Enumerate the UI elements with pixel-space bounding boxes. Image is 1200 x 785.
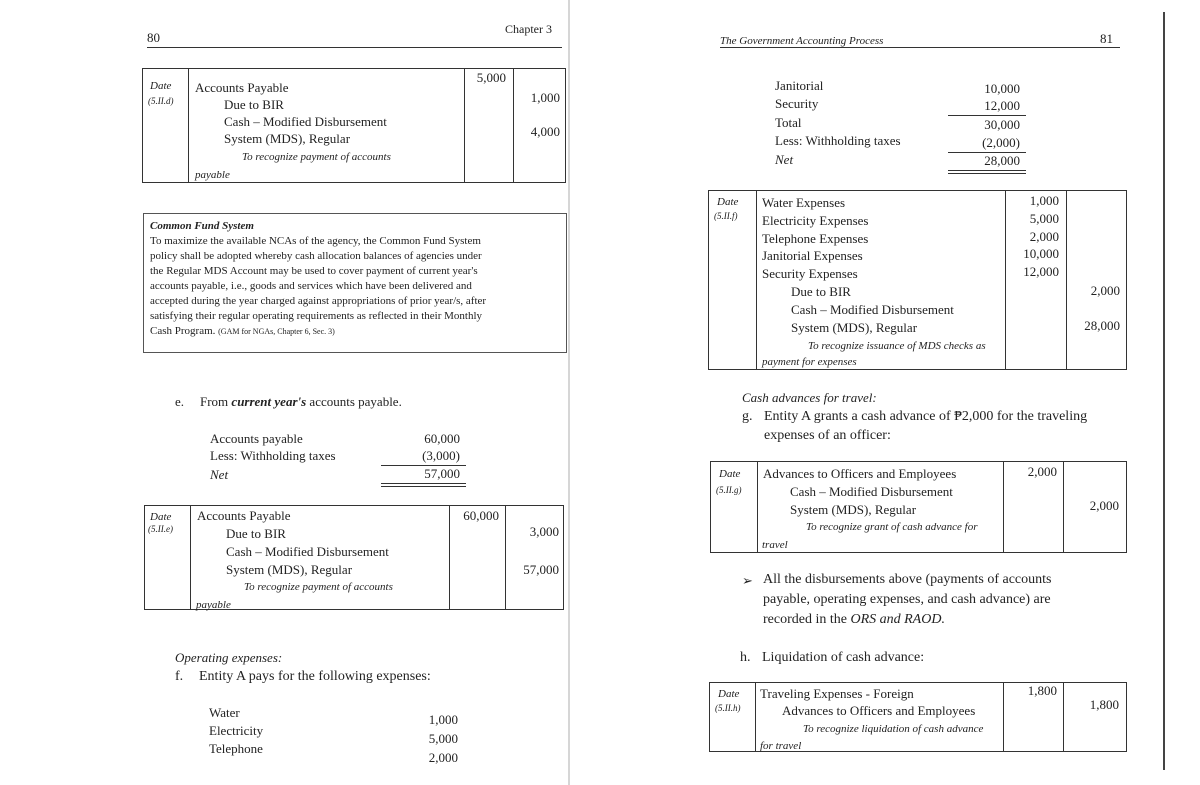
credit-amount: 28,000 bbox=[1084, 318, 1120, 333]
running-head: The Government Accounting Process bbox=[720, 35, 884, 47]
calc-label: Less: Withholding taxes bbox=[210, 448, 336, 463]
item-g-text: Entity A grants a cash advance of ₱2,000 for the traveling bbox=[764, 409, 1088, 424]
item-e-text-emphasis: current year's bbox=[231, 394, 307, 409]
common-fund-line: Cash Program. bbox=[150, 325, 216, 337]
expense-value: 1,000 bbox=[428, 712, 458, 727]
entry-line: Due to BIR bbox=[224, 97, 284, 112]
expense-value: 28,000 bbox=[984, 153, 1020, 168]
expense-value: 5,000 bbox=[428, 731, 458, 746]
item-e-text-after: accounts payable. bbox=[309, 394, 402, 409]
expense-value: 12,000 bbox=[984, 98, 1020, 113]
entry-line: Janitorial Expenses bbox=[762, 248, 863, 263]
item-f-text: Entity A pays for the following expenses: bbox=[199, 669, 431, 684]
date-ref: (5.II.h) bbox=[715, 703, 741, 713]
entry-memo: To recognize payment of accounts bbox=[242, 151, 391, 163]
header-rule bbox=[720, 47, 1120, 48]
item-e-text-before: From bbox=[200, 394, 229, 409]
section-heading: Operating expenses: bbox=[175, 650, 283, 665]
entry-line: Cash – Modified Disbursement bbox=[790, 484, 953, 499]
entry-line: Due to BIR bbox=[791, 284, 851, 299]
item-letter: e. bbox=[175, 394, 185, 409]
expense-value: 10,000 bbox=[984, 81, 1020, 96]
note-line-text: recorded in the bbox=[763, 612, 847, 627]
credit-column-divider bbox=[1063, 682, 1064, 752]
credit-amount: 1,800 bbox=[1089, 697, 1119, 712]
expense-value: 2,000 bbox=[428, 750, 458, 765]
entry-memo: To recognize issuance of MDS checks as bbox=[808, 340, 986, 352]
debit-amount: 5,000 bbox=[476, 70, 506, 85]
common-fund-citation: (GAM for NGAs, Chapter 6, Sec. 3) bbox=[218, 327, 335, 336]
credit-column-divider bbox=[1063, 461, 1064, 553]
calc-value: 57,000 bbox=[424, 466, 460, 481]
expense-label: Electricity bbox=[209, 723, 264, 738]
entry-memo: payable bbox=[196, 599, 231, 611]
expense-label: Security bbox=[775, 96, 819, 111]
section-heading: Cash advances for travel: bbox=[742, 390, 877, 405]
calc-label: Accounts payable bbox=[210, 431, 303, 446]
date-ref: (5.II.e) bbox=[148, 524, 173, 534]
sum-rule bbox=[948, 115, 1026, 116]
expense-label: Total bbox=[775, 115, 802, 130]
common-fund-line: policy shall be adopted whereby cash allocation balances of agencies under bbox=[150, 250, 482, 262]
entry-memo: To recognize liquidation of cash advance bbox=[803, 723, 984, 735]
date-ref: (5.II.d) bbox=[148, 96, 174, 106]
credit-amount: 2,000 bbox=[1089, 498, 1119, 513]
total-rule bbox=[948, 173, 1026, 174]
entry-line: Accounts Payable bbox=[195, 80, 289, 95]
entry-memo: To recognize grant of cash advance for bbox=[806, 521, 978, 533]
entry-line: Cash – Modified Disbursement bbox=[791, 302, 954, 317]
note-line: payable, operating expenses, and cash advance) are bbox=[763, 592, 1051, 607]
debit-column-divider bbox=[1003, 461, 1004, 553]
credit-column-divider bbox=[1066, 190, 1067, 370]
entry-line: Cash – Modified Disbursement bbox=[224, 114, 387, 129]
chapter-label: Chapter 3 bbox=[505, 22, 552, 36]
date-label: Date bbox=[150, 511, 172, 523]
entry-memo: To recognize payment of accounts bbox=[244, 581, 393, 593]
debit-column-divider bbox=[1005, 190, 1006, 370]
expense-label: Less: Withholding taxes bbox=[775, 133, 901, 148]
entry-line: System (MDS), Regular bbox=[791, 320, 918, 335]
entry-line: Electricity Expenses bbox=[762, 213, 869, 228]
date-ref: (5.II.f) bbox=[714, 211, 738, 221]
debit-amount: 1,000 bbox=[1029, 193, 1059, 208]
common-fund-line: accepted during the year charged against appropriations of prior year/s, after bbox=[150, 295, 487, 307]
debit-amount: 1,800 bbox=[1027, 683, 1057, 698]
common-fund-line: To maximize the available NCAs of the agency, the Common Fund System bbox=[150, 235, 481, 247]
credit-amount: 3,000 bbox=[529, 524, 559, 539]
date-column-divider bbox=[755, 682, 756, 752]
debit-amount: 12,000 bbox=[1023, 264, 1059, 279]
common-fund-title: Common Fund System bbox=[150, 220, 254, 232]
entry-line: Advances to Officers and Employees bbox=[782, 703, 976, 718]
note-line: All the disbursements above (payments of accounts bbox=[763, 572, 1052, 587]
entry-line: Traveling Expenses - Foreign bbox=[760, 686, 914, 701]
entry-memo: payable bbox=[195, 169, 230, 181]
date-ref: (5.II.g) bbox=[716, 485, 742, 495]
item-h-text: Liquidation of cash advance: bbox=[762, 650, 925, 665]
note-line bbox=[763, 612, 945, 628]
entry-line: Security Expenses bbox=[762, 266, 858, 281]
expense-label: Net bbox=[775, 152, 794, 167]
common-fund-line: accounts payable, i.e., goods and services which have been delivered and bbox=[150, 280, 472, 292]
common-fund-line: the Regular MDS Account may be used to cover payment of current year's bbox=[150, 265, 478, 277]
debit-amount: 10,000 bbox=[1023, 246, 1059, 261]
date-label: Date bbox=[150, 80, 172, 92]
item-g-text: expenses of an officer: bbox=[764, 428, 891, 443]
expense-label: Telephone bbox=[209, 741, 263, 756]
entry-line: System (MDS), Regular bbox=[224, 131, 351, 146]
entry-line: System (MDS), Regular bbox=[790, 502, 917, 517]
item-letter: g. bbox=[742, 409, 753, 424]
debit-amount: 2,000 bbox=[1027, 464, 1057, 479]
expense-label: Janitorial bbox=[775, 78, 824, 93]
item-letter: h. bbox=[740, 650, 751, 665]
entry-memo: for travel bbox=[760, 740, 802, 752]
expense-value: 30,000 bbox=[984, 117, 1020, 132]
bullet-icon: ➢ bbox=[742, 573, 753, 588]
item-letter: f. bbox=[175, 669, 184, 684]
entry-line: Water Expenses bbox=[762, 195, 846, 210]
calc-value: (3,000) bbox=[422, 448, 460, 463]
debit-amount: 2,000 bbox=[1029, 229, 1059, 244]
page-number: 81 bbox=[1100, 31, 1113, 46]
expense-label: Water bbox=[209, 705, 240, 720]
credit-amount: 2,000 bbox=[1090, 283, 1120, 298]
common-fund-line: satisfying their regular operating requirements as reflected in their Monthly bbox=[150, 310, 483, 322]
entry-memo: payment for expenses bbox=[762, 356, 857, 368]
entry-line: Accounts Payable bbox=[197, 508, 291, 523]
credit-amount: 4,000 bbox=[530, 124, 560, 139]
entry-line: Advances to Officers and Employees bbox=[763, 466, 957, 481]
debit-column-divider bbox=[1003, 682, 1004, 752]
date-column-divider bbox=[757, 461, 758, 553]
entry-memo: travel bbox=[762, 539, 788, 551]
expense-value: (2,000) bbox=[982, 135, 1020, 150]
page-number: 80 bbox=[147, 30, 160, 45]
note-line-emphasis: ORS and RAOD. bbox=[850, 612, 945, 627]
calc-value: 60,000 bbox=[424, 431, 460, 446]
date-column-divider bbox=[756, 190, 757, 370]
entry-line: Telephone Expenses bbox=[762, 231, 869, 246]
date-label: Date bbox=[717, 196, 739, 208]
entry-line: Cash – Modified Disbursement bbox=[226, 544, 389, 559]
debit-amount: 5,000 bbox=[1029, 211, 1059, 226]
credit-amount: 1,000 bbox=[530, 90, 560, 105]
debit-amount: 60,000 bbox=[463, 508, 499, 523]
date-label: Date bbox=[718, 688, 740, 700]
entry-line: Due to BIR bbox=[226, 526, 286, 541]
date-label: Date bbox=[719, 468, 741, 480]
total-rule bbox=[948, 170, 1026, 171]
credit-amount: 57,000 bbox=[523, 562, 559, 577]
calc-label: Net bbox=[210, 467, 229, 482]
entry-line: System (MDS), Regular bbox=[226, 562, 353, 577]
